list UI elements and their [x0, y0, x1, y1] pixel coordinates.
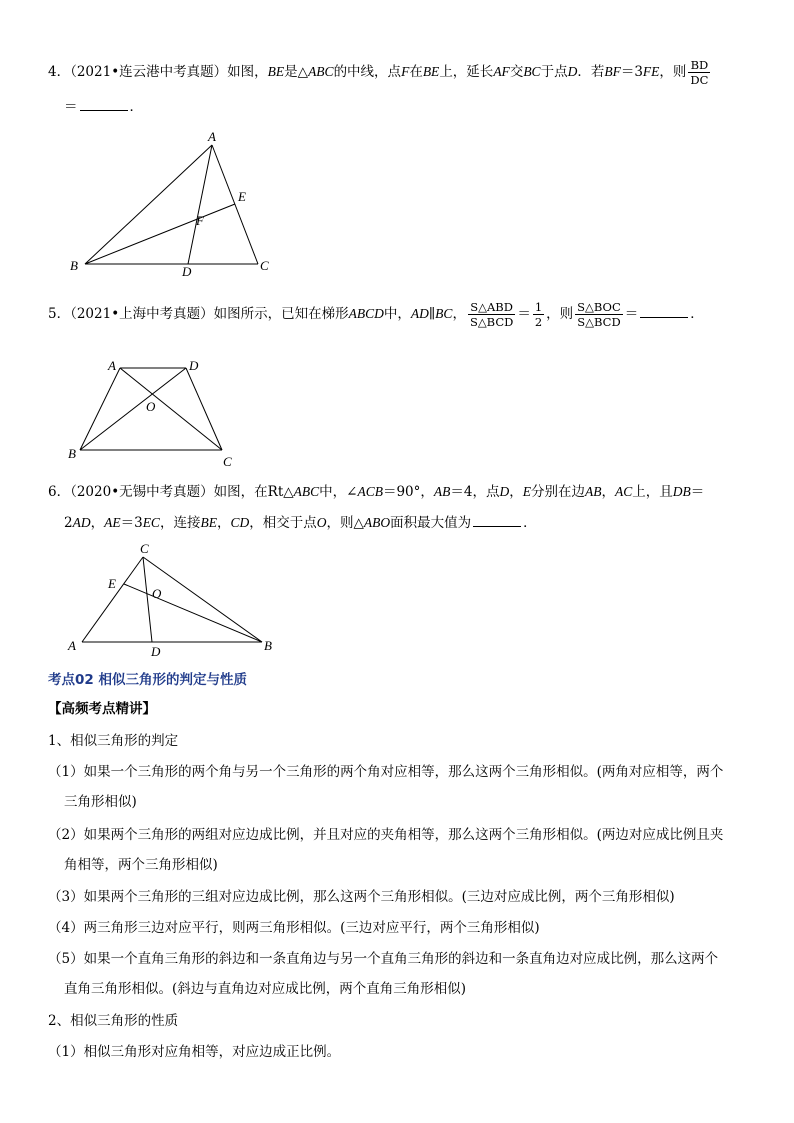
item-2-line1: （2）如果两个三角形的两组对应边成比例，并且对应的夹角相等，那么这两个三角形相似。(两边对应成比例且夹: [48, 827, 724, 843]
q5-source: （2021•上海中考真题）: [70, 306, 214, 322]
item-1-line1: （1）如果一个三角形的两个角与另一个三角形的两个角对应相等，那么这两个三角形相似。(两角对应相等，两个: [48, 764, 724, 780]
q6-line1: 6．（2020•无锡中考真题）如图，在Rt△ABC中，∠ACB＝90°，AB＝4，点D，E分别在边AB，AC上，且DB＝: [48, 484, 705, 500]
section-p1: 1、相似三角形的判定: [48, 733, 179, 749]
q5-label-a: A: [108, 358, 116, 373]
q5-number: 5．: [48, 306, 71, 322]
q4-label-b: B: [70, 258, 78, 273]
q4-label-e: E: [238, 189, 246, 204]
q5-label-b: B: [68, 446, 76, 461]
q6-seg-ac: [82, 557, 143, 642]
q5-line: 5．（2021•上海中考真题）如图所示，已知在梯形ABCD中，AD∥BC， $\frac{\text{S△ABD}}{\text{S△BCD}}$ ＝ $\frac{1}{2}$ ，则 $\frac{\text{S△BOC}}{\text{S△BCD}}$ ＝ ．: [48, 300, 704, 329]
q4-label-f: F: [196, 213, 204, 228]
section-subtitle: 【高频考点精讲】: [48, 701, 156, 717]
q6-label-o: O: [152, 586, 162, 601]
item-2-line2: 角相等，两个三角形相似): [64, 857, 218, 873]
q4-fraction: $\frac{BD}{DC}$: [690, 58, 709, 87]
q4-label-d: D: [182, 264, 192, 279]
item-1-line2: 三角形相似): [64, 794, 137, 810]
q5-label-o: O: [146, 399, 156, 414]
section-p2: 2、相似三角形的性质: [48, 1013, 179, 1029]
item-4: （4）两三角形三边对应平行，则两三角形相似。(三边对应平行，两个三角形相似): [48, 920, 540, 936]
q5-fraction-abd: $\frac{\text{S△ABD}}{\text{S△BCD}}$: [469, 300, 514, 329]
q6-seg-cd: [143, 557, 152, 642]
section-title: 考点02 相似三角形的判定与性质: [48, 672, 247, 688]
q4-number: 4．: [48, 64, 71, 80]
q6-source: （2020•无锡中考真题）: [70, 484, 214, 500]
q6-label-b: B: [264, 638, 272, 653]
q5-label-d: D: [189, 358, 199, 373]
property-item-1: （1）相似三角形对应角相等，对应边成正比例。: [48, 1044, 341, 1060]
item-5-line1: （5）如果一个直角三角形的斜边和一条直角边与另一个直角三角形的斜边和一条直角边对应成比例，那么这两个: [48, 951, 719, 967]
q4-source: （2021•连云港中考真题）: [70, 64, 228, 80]
q4-label-c: C: [260, 258, 269, 273]
q6-line2: 2AD，AE＝3EC，连接BE，CD，相交于点O，则△ABO面积最大值为 ．: [64, 512, 537, 532]
item-5-line2: 直角三角形相似。(斜边与直角边对应成比例，两个直角三角形相似): [64, 981, 467, 997]
q6-number: 6．: [48, 484, 71, 500]
q6-label-a: A: [68, 638, 76, 653]
item-3: （3）如果两个三角形的三组对应边成比例，那么这两个三角形相似。(三边对应成比例，两个三角形相似): [48, 889, 675, 905]
q5-label-c: C: [223, 454, 232, 469]
q6-label-d: D: [151, 644, 161, 659]
q5-fraction-boc: $\frac{\text{S△BOC}}{\text{S△BCD}}$: [577, 300, 621, 329]
q4-line1: 4．（2021•连云港中考真题）如图，BE是△ABC的中线，点F在BE上，延长AF交BC于点D．若BF＝3FE，则 $\frac{BD}{DC}$: [48, 58, 709, 87]
q4-label-a: A: [208, 129, 216, 144]
q4-line2: ＝ ．: [64, 96, 143, 116]
q6-label-e: E: [108, 576, 116, 591]
q6-label-c: C: [140, 541, 149, 556]
q5-fraction-half: $\frac{1}{2}$: [534, 300, 543, 329]
